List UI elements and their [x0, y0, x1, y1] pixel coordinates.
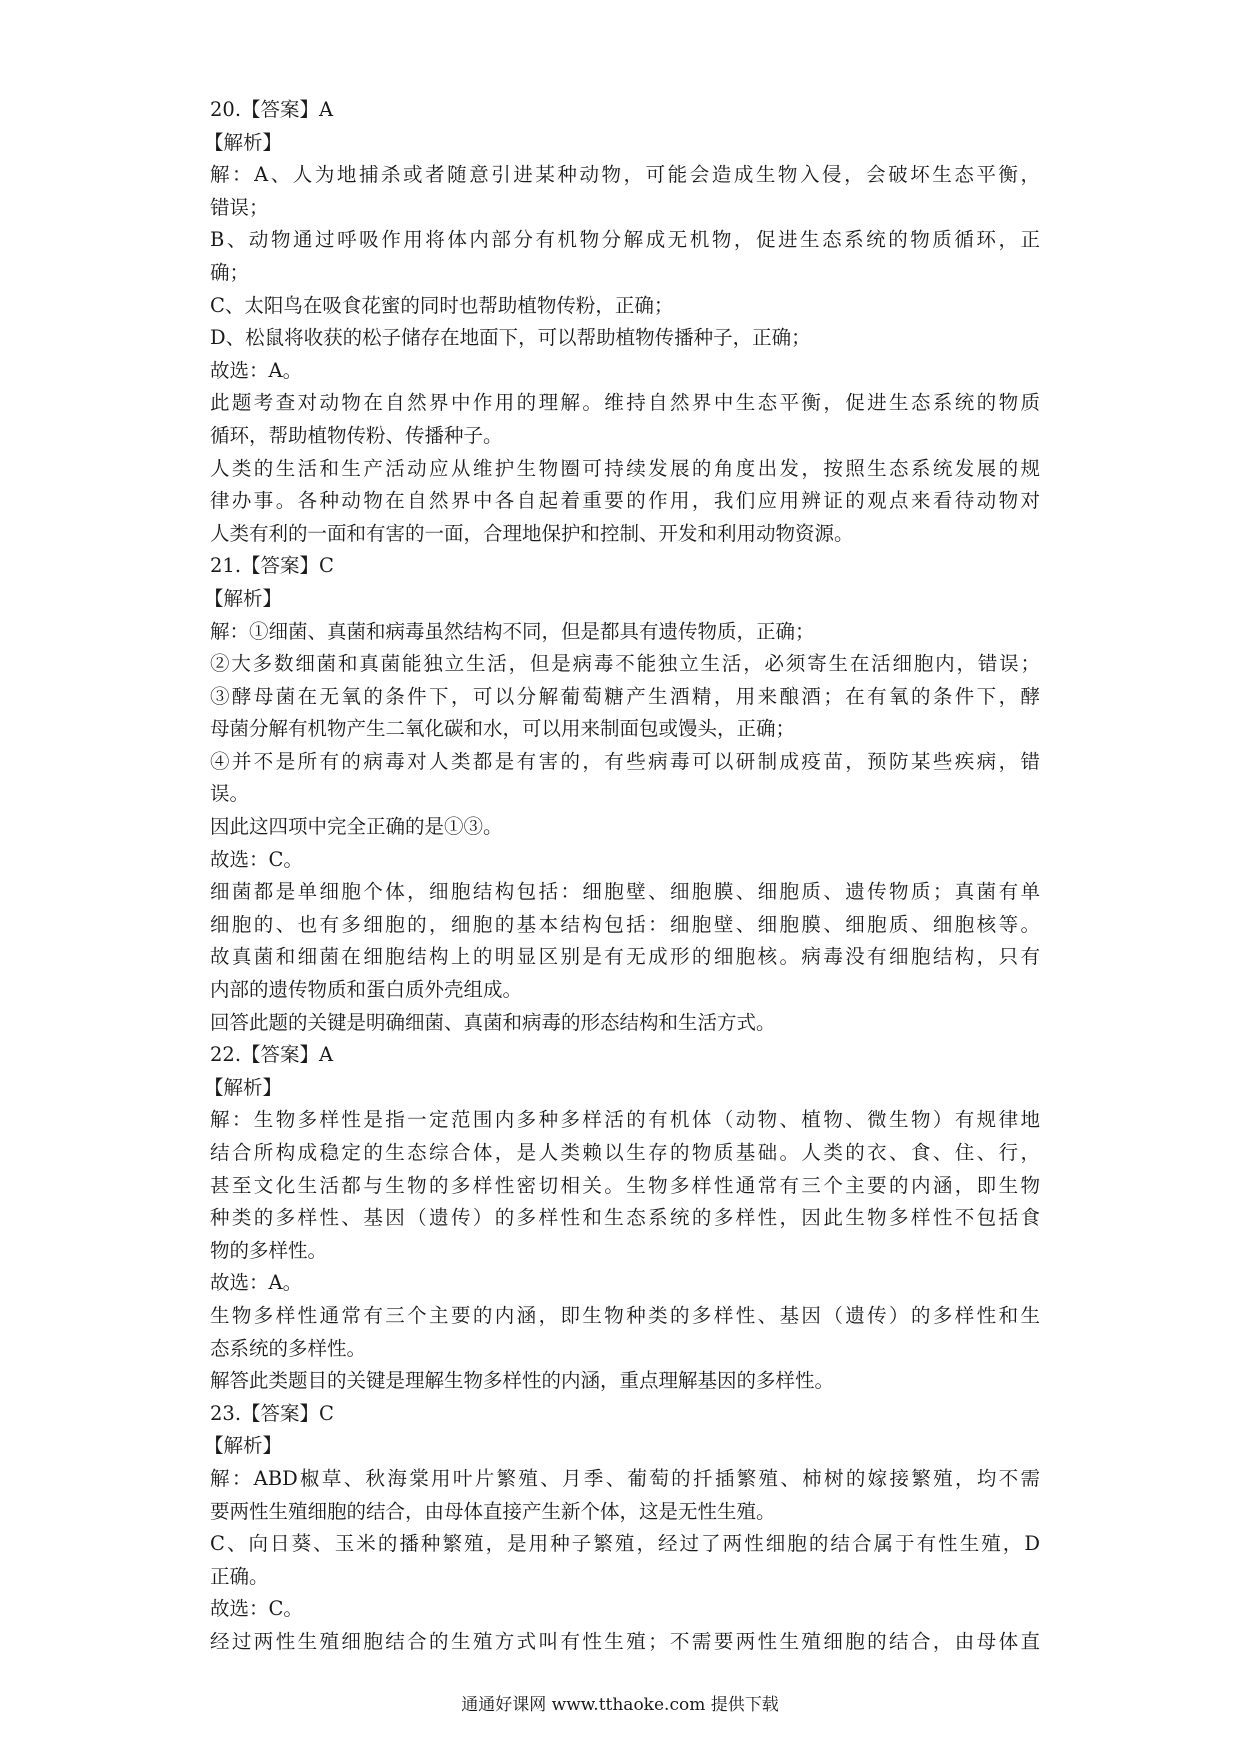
text-line: 律办事。各种动物在自然界中各自起着重要的作用，我们应用辨证的观点来看待动物对 [210, 489, 1040, 513]
text-line: 故选：A。 [210, 1271, 303, 1295]
document-body [204, 94, 1040, 1659]
text-line: 解：①细菌、真菌和病毒虽然结构不同，但是都具有遗传物质，正确； [210, 619, 815, 643]
text-line: B、动物通过呼吸作用将体内部分有机物分解成无机物，促进生态系统的物质循环，正 [210, 228, 1040, 252]
answer-heading-22: 22.【答案】A [210, 1043, 334, 1067]
analysis-label: 【解析】 [204, 130, 283, 154]
analysis-label: 【解析】 [204, 1075, 283, 1099]
text-line: ②大多数细菌和真菌能独立生活，但是病毒不能独立生活，必须寄生在活细胞内，错误； [210, 652, 1040, 676]
text-line: 生物多样性通常有三个主要的内涵，即生物种类的多样性、基因（遗传）的多样性和生 [210, 1303, 1040, 1327]
text-line: 解答此类题目的关键是理解生物多样性的内涵，重点理解基因的多样性。 [210, 1369, 835, 1393]
text-line: 回答此题的关键是明确细菌、真菌和病毒的形态结构和生活方式。 [210, 1010, 776, 1034]
text-line: 物的多样性。 [210, 1238, 328, 1262]
text-line: 故选：A。 [210, 358, 303, 382]
text-line: 正确。 [210, 1564, 269, 1588]
text-line: 误。 [210, 782, 250, 806]
text-line: 细胞的、也有多细胞的，细胞的基本结构包括：细胞壁、细胞膜、细胞质、细胞核等。 [210, 912, 1040, 936]
text-line: 解：ABD椒草、秋海棠用叶片繁殖、月季、葡萄的扦插繁殖、柿树的嫁接繁殖，均不需 [210, 1466, 1040, 1490]
text-line: 细菌都是单细胞个体，细胞结构包括：细胞壁、细胞膜、细胞质、遗传物质；真菌有单 [210, 880, 1040, 904]
text-line: 母菌分解有机物产生二氧化碳和水，可以用来制面包或馒头，正确； [210, 717, 796, 741]
text-line: 内部的遗传物质和蛋白质外壳组成。 [210, 978, 523, 1002]
text-line: 错误； [210, 195, 269, 219]
text-line: 结合所构成稳定的生态综合体，是人类赖以生存的物质基础。人类的衣、食、住、行， [210, 1141, 1040, 1164]
text-line: 人类有利的一面和有害的一面，合理地保护和控制、开发和利用动物资源。 [210, 521, 854, 545]
text-line: 态系统的多样性。 [210, 1336, 367, 1360]
text-line: 解：生物多样性是指一定范围内多种多样活的有机体（动物、植物、微生物）有规律地 [210, 1108, 1040, 1132]
text-line: 甚至文化生活都与生物的多样性密切相关。生物多样性通常有三个主要的内涵，即生物 [210, 1173, 1040, 1197]
text-line: 解：A、人为地捕杀或者随意引进某种动物，可能会造成生物入侵，会破坏生态平衡， [210, 163, 1040, 187]
text-line: 确； [210, 260, 250, 284]
text-line: 故真菌和细菌在细胞结构上的明显区别是有无成形的细胞核。病毒没有细胞结构，只有 [210, 945, 1040, 969]
text-line: 经过两性生殖细胞结合的生殖方式叫有性生殖；不需要两性生殖细胞的结合，由母体直 [210, 1629, 1040, 1653]
page-footer: 通通好课网 www.tthaoke.com 提供下载 [461, 1695, 779, 1715]
answer-heading-20: 20.【答案】A [210, 98, 334, 121]
text-line: ③酵母菌在无氧的条件下，可以分解葡萄糖产生酒精，用来酿酒；在有氧的条件下，酵 [210, 684, 1040, 708]
text-line: 种类的多样性、基因（遗传）的多样性和生态系统的多样性，因此生物多样性不包括食 [210, 1206, 1040, 1230]
text-line: ④并不是所有的病毒对人类都是有害的，有些病毒可以研制成疫苗，预防某些疾病，错 [210, 749, 1040, 773]
analysis-label: 【解析】 [204, 586, 283, 610]
answer-heading-21: 21.【答案】C [210, 554, 334, 578]
text-line: 循环，帮助植物传粉、传播种子。 [210, 423, 503, 447]
text-line: 故选：C。 [210, 1597, 303, 1621]
text-line: 要两性生殖细胞的结合，由母体直接产生新个体，这是无性生殖。 [210, 1499, 776, 1523]
text-line: 此题考查对动物在自然界中作用的理解。维持自然界中生态平衡，促进生态系统的物质 [210, 391, 1040, 415]
text-line: D、松鼠将收获的松子储存在地面下，可以帮助植物传播种子，正确； [210, 326, 811, 350]
text-line: 人类的生活和生产活动应从维护生物圈可持续发展的角度出发，按照生态系统发展的规 [210, 456, 1040, 480]
text-line: 故选：C。 [210, 847, 303, 871]
analysis-label: 【解析】 [204, 1434, 283, 1458]
text-line: C、太阳鸟在吸食花蜜的同时也帮助植物传粉，正确； [210, 293, 674, 317]
answer-heading-23: 23.【答案】C [210, 1401, 334, 1425]
text-line: C、向日葵、玉米的播种繁殖，是用种子繁殖，经过了两性细胞的结合属于有性生殖，D [210, 1532, 1040, 1556]
text-line: 因此这四项中完全正确的是①③。 [210, 815, 503, 839]
